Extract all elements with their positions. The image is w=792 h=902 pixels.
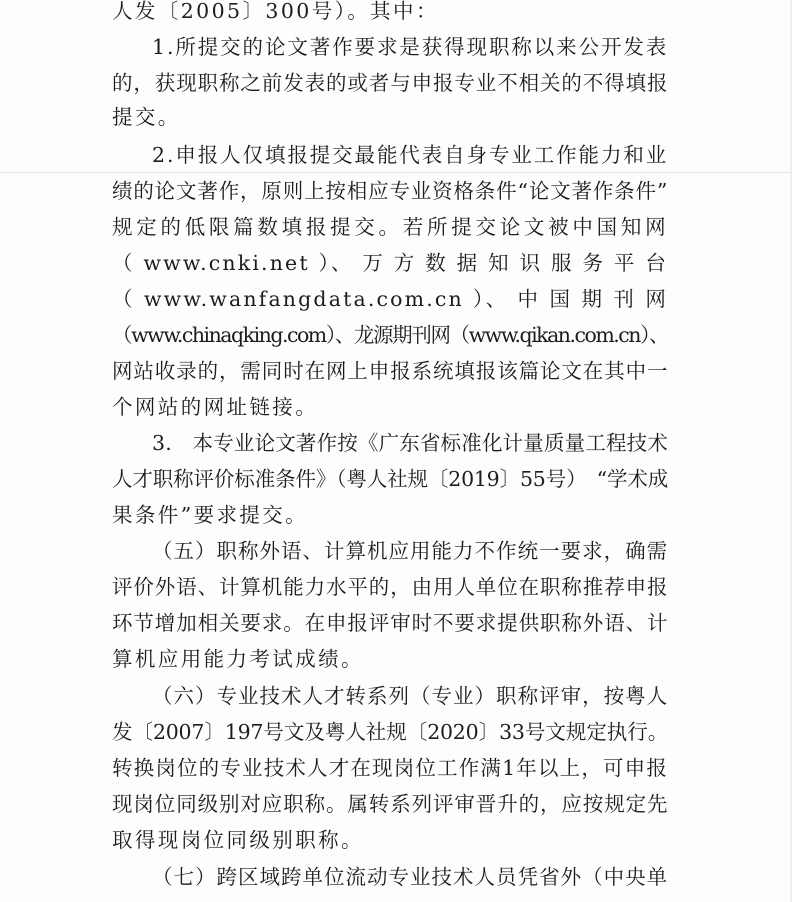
text-line: 果条件”要求提交。: [112, 503, 309, 527]
text-line: 3. 本专业论文著作按《广东省标准化计量质量工程技术: [152, 431, 668, 455]
text-line: 取得现岗位同级别职称。: [112, 828, 364, 852]
text-line: （ www.cnki.net ）、 万 方 数 据 知 识 服 务 平 台: [112, 251, 668, 275]
text-line: 2.申报人仅填报提交最能代表自身专业工作能力和业: [152, 143, 669, 167]
text-line: 人才职称评价标准条件》（粤人社规〔2019〕55号） “学术成: [112, 467, 668, 491]
text-line: （六）专业技术人才转系列（专业）职称评审，按粤人: [152, 684, 668, 708]
text-line: （www.chinaqking.com）、龙源期刊网（www.qikan.com.cn）、: [112, 323, 668, 347]
text-line: 网站收录的，需同时在网上申报系统填报该篇论文在其中一: [112, 359, 669, 383]
text-line: 1.所提交的论文著作要求是获得现职称以来公开发表: [152, 35, 669, 59]
text-line: 的，获现职称之前发表的或者与申报专业不相关的不得填报: [112, 71, 669, 95]
text-line: 算机应用能力考试成绩。: [112, 647, 364, 671]
text-line: 现岗位同级别对应职称。属转系列评审晋升的，应按规定先: [112, 792, 669, 816]
text-line: 个网站的网址链接。: [112, 395, 319, 419]
text-line: 环节增加相关要求。在申报评审时不要求提供职称外语、计: [112, 611, 669, 635]
text-line: 人发〔2005〕300号）。其中：: [112, 0, 439, 23]
scan-divider: [0, 172, 792, 173]
text-line: 转换岗位的专业技术人才在现岗位工作满1年以上，可申报: [112, 756, 668, 780]
text-line: 发〔2007〕197号文及粤人社规〔2020〕33号文规定执行。: [112, 720, 668, 744]
text-line: 绩的论文著作，原则上按相应专业资格条件“论文著作条件”: [112, 179, 668, 203]
text-line: （ www.wanfangdata.com.cn ）、 中 国 期 刊 网: [112, 287, 668, 311]
text-line: 评价外语、计算机能力水平的，由用人单位在职称推荐申报: [112, 575, 669, 599]
text-line: 规定的低限篇数填报提交。若所提交论文被中国知网: [112, 215, 668, 239]
text-line: （五）职称外语、计算机应用能力不作统一要求，确需: [152, 539, 668, 563]
text-line: （七）跨区域跨单位流动专业技术人员凭省外（中央单: [152, 865, 668, 889]
text-line: 提交。: [112, 105, 181, 129]
